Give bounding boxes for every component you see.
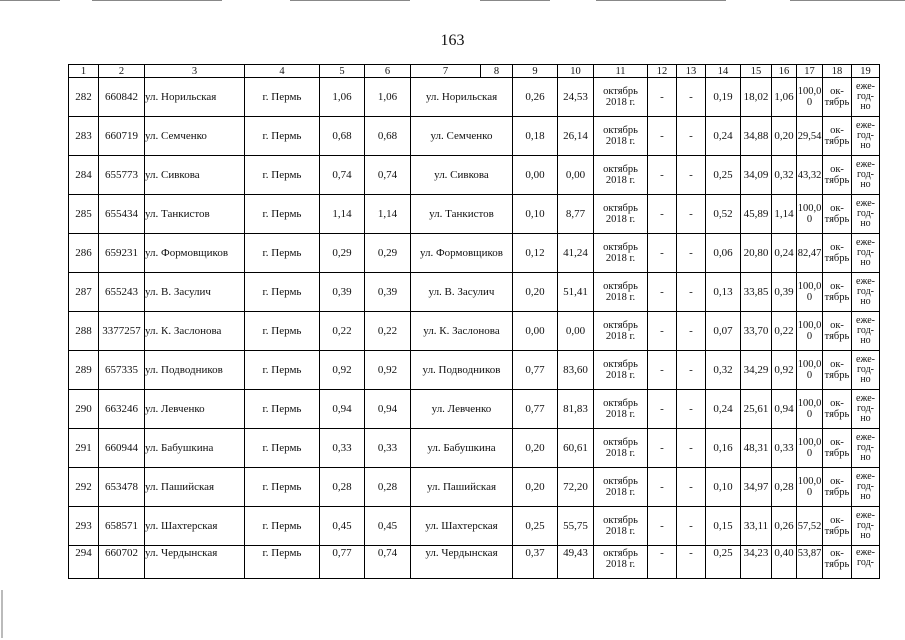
column-number-12: 12 bbox=[648, 65, 677, 78]
row-number: 284 bbox=[69, 156, 99, 195]
street-name: ул. В. Засулич bbox=[145, 273, 245, 312]
object-id: 663246 bbox=[99, 390, 145, 429]
street-name: ул. Шахтерская bbox=[145, 507, 245, 546]
row-number: 290 bbox=[69, 390, 99, 429]
city: г. Пермь bbox=[245, 234, 320, 273]
table-row bbox=[69, 390, 880, 429]
value-col9: 0,77 bbox=[513, 390, 558, 429]
value-col15: 33,85 bbox=[741, 273, 772, 312]
value-col6: 0,74 bbox=[365, 546, 411, 579]
frequency-col19: еже-год-но bbox=[852, 351, 880, 390]
street-section: ул. Танкистов bbox=[411, 195, 513, 234]
value-col14: 0,24 bbox=[706, 117, 741, 156]
value-col10: 55,75 bbox=[558, 507, 594, 546]
object-id: 657335 bbox=[99, 351, 145, 390]
row-number: 291 bbox=[69, 429, 99, 468]
object-id: 653478 bbox=[99, 468, 145, 507]
value-col14: 0,24 bbox=[706, 390, 741, 429]
value-col6: 1,06 bbox=[365, 78, 411, 117]
column-number-18: 18 bbox=[823, 65, 852, 78]
scan-edge-mark bbox=[1, 590, 3, 638]
table-row bbox=[69, 351, 880, 390]
city: г. Пермь bbox=[245, 507, 320, 546]
object-id: 658571 bbox=[99, 507, 145, 546]
value-col17: 29,54 bbox=[797, 117, 823, 156]
period: октябрь 2018 г. bbox=[594, 429, 648, 468]
month-col18: ок-тябрь bbox=[823, 156, 852, 195]
value-col16: 0,92 bbox=[772, 351, 797, 390]
value-col9: 0,37 bbox=[513, 546, 558, 579]
value-col14: 0,16 bbox=[706, 429, 741, 468]
value-col17: 53,87 bbox=[797, 546, 823, 579]
value-col14: 0,15 bbox=[706, 507, 741, 546]
value-col10: 83,60 bbox=[558, 351, 594, 390]
value-col6: 0,33 bbox=[365, 429, 411, 468]
row-number: 287 bbox=[69, 273, 99, 312]
value-col10: 0,00 bbox=[558, 156, 594, 195]
column-number-15: 15 bbox=[741, 65, 772, 78]
value-col5: 0,22 bbox=[320, 312, 365, 351]
value-col15: 18,02 bbox=[741, 78, 772, 117]
value-col9: 0,26 bbox=[513, 78, 558, 117]
row-number: 286 bbox=[69, 234, 99, 273]
column-number-2: 2 bbox=[99, 65, 145, 78]
value-col5: 0,77 bbox=[320, 546, 365, 579]
period: октябрь 2018 г. bbox=[594, 468, 648, 507]
city: г. Пермь bbox=[245, 546, 320, 579]
value-col9: 0,77 bbox=[513, 351, 558, 390]
month-col18: ок-тябрь bbox=[823, 273, 852, 312]
period: октябрь 2018 г. bbox=[594, 390, 648, 429]
table-row bbox=[69, 156, 880, 195]
value-col17: 100,0 0 bbox=[797, 273, 823, 312]
month-col18: ок-тябрь bbox=[823, 351, 852, 390]
value-col9: 0,10 bbox=[513, 195, 558, 234]
value-col14: 0,25 bbox=[706, 546, 741, 579]
column-number-14: 14 bbox=[706, 65, 741, 78]
frequency-col19: еже-год-но bbox=[852, 273, 880, 312]
column-number-row bbox=[69, 65, 880, 78]
value-col12: - bbox=[648, 546, 677, 579]
value-col16: 1,14 bbox=[772, 195, 797, 234]
street-name: ул. Подводников bbox=[145, 351, 245, 390]
city: г. Пермь bbox=[245, 117, 320, 156]
value-col10: 72,20 bbox=[558, 468, 594, 507]
table-row bbox=[69, 117, 880, 156]
value-col6: 0,68 bbox=[365, 117, 411, 156]
value-col9: 0,00 bbox=[513, 312, 558, 351]
street-section: ул. Норильская bbox=[411, 78, 513, 117]
object-id: 660944 bbox=[99, 429, 145, 468]
table-body bbox=[69, 65, 880, 579]
table-row bbox=[69, 312, 880, 351]
value-col12: - bbox=[648, 234, 677, 273]
value-col6: 0,22 bbox=[365, 312, 411, 351]
value-col5: 1,14 bbox=[320, 195, 365, 234]
period: октябрь 2018 г. bbox=[594, 195, 648, 234]
value-col16: 1,06 bbox=[772, 78, 797, 117]
frequency-col19: еже-год-но bbox=[852, 195, 880, 234]
value-col9: 0,20 bbox=[513, 273, 558, 312]
street-name: ул. Формовщиков bbox=[145, 234, 245, 273]
city: г. Пермь bbox=[245, 390, 320, 429]
city: г. Пермь bbox=[245, 429, 320, 468]
value-col10: 81,83 bbox=[558, 390, 594, 429]
value-col13: - bbox=[677, 429, 706, 468]
value-col9: 0,12 bbox=[513, 234, 558, 273]
frequency-col19: еже-год-но bbox=[852, 78, 880, 117]
value-col14: 0,19 bbox=[706, 78, 741, 117]
value-col5: 0,92 bbox=[320, 351, 365, 390]
value-col10: 60,61 bbox=[558, 429, 594, 468]
street-section: ул. Подводников bbox=[411, 351, 513, 390]
value-col6: 0,29 bbox=[365, 234, 411, 273]
value-col14: 0,32 bbox=[706, 351, 741, 390]
table-row bbox=[69, 546, 880, 579]
column-number-9: 9 bbox=[513, 65, 558, 78]
month-col18: ок-тябрь bbox=[823, 429, 852, 468]
street-name: ул. Левченко bbox=[145, 390, 245, 429]
column-number-8: 8 bbox=[481, 65, 513, 78]
street-section: ул. Формовщиков bbox=[411, 234, 513, 273]
table-row bbox=[69, 468, 880, 507]
row-number: 294 bbox=[69, 546, 99, 579]
value-col12: - bbox=[648, 390, 677, 429]
column-number-5: 5 bbox=[320, 65, 365, 78]
value-col15: 34,29 bbox=[741, 351, 772, 390]
object-id: 3377257 bbox=[99, 312, 145, 351]
value-col17: 82,47 bbox=[797, 234, 823, 273]
table-row bbox=[69, 429, 880, 468]
value-col14: 0,52 bbox=[706, 195, 741, 234]
period: октябрь 2018 г. bbox=[594, 156, 648, 195]
value-col9: 0,20 bbox=[513, 468, 558, 507]
street-section: ул. В. Засулич bbox=[411, 273, 513, 312]
city: г. Пермь bbox=[245, 195, 320, 234]
value-col13: - bbox=[677, 273, 706, 312]
value-col12: - bbox=[648, 78, 677, 117]
value-col13: - bbox=[677, 390, 706, 429]
value-col14: 0,07 bbox=[706, 312, 741, 351]
value-col17: 100,0 0 bbox=[797, 429, 823, 468]
value-col6: 0,92 bbox=[365, 351, 411, 390]
value-col6: 0,94 bbox=[365, 390, 411, 429]
column-number-10: 10 bbox=[558, 65, 594, 78]
value-col17: 100,0 0 bbox=[797, 195, 823, 234]
column-number-4: 4 bbox=[245, 65, 320, 78]
value-col17: 100,0 0 bbox=[797, 312, 823, 351]
value-col17: 100,0 0 bbox=[797, 351, 823, 390]
value-col16: 0,24 bbox=[772, 234, 797, 273]
column-number-7: 7 bbox=[411, 65, 481, 78]
value-col13: - bbox=[677, 351, 706, 390]
value-col12: - bbox=[648, 429, 677, 468]
street-name: ул. Норильская bbox=[145, 78, 245, 117]
row-number: 283 bbox=[69, 117, 99, 156]
value-col5: 0,94 bbox=[320, 390, 365, 429]
value-col15: 33,70 bbox=[741, 312, 772, 351]
month-col18: ок-тябрь bbox=[823, 78, 852, 117]
object-id: 655773 bbox=[99, 156, 145, 195]
value-col5: 0,45 bbox=[320, 507, 365, 546]
row-number: 285 bbox=[69, 195, 99, 234]
period: октябрь 2018 г. bbox=[594, 78, 648, 117]
street-data-table bbox=[68, 64, 880, 579]
value-col5: 0,28 bbox=[320, 468, 365, 507]
value-col12: - bbox=[648, 195, 677, 234]
frequency-col19: еже-год- bbox=[852, 546, 880, 579]
row-number: 282 bbox=[69, 78, 99, 117]
street-name: ул. Танкистов bbox=[145, 195, 245, 234]
value-col16: 0,40 bbox=[772, 546, 797, 579]
value-col9: 0,18 bbox=[513, 117, 558, 156]
value-col12: - bbox=[648, 312, 677, 351]
frequency-col19: еже-год-но bbox=[852, 117, 880, 156]
period: октябрь 2018 г. bbox=[594, 312, 648, 351]
value-col15: 25,61 bbox=[741, 390, 772, 429]
value-col9: 0,20 bbox=[513, 429, 558, 468]
month-col18: ок-тябрь bbox=[823, 468, 852, 507]
city: г. Пермь bbox=[245, 156, 320, 195]
value-col13: - bbox=[677, 156, 706, 195]
city: г. Пермь bbox=[245, 273, 320, 312]
object-id: 660842 bbox=[99, 78, 145, 117]
table-row bbox=[69, 234, 880, 273]
street-name: ул. Бабушкина bbox=[145, 429, 245, 468]
value-col14: 0,13 bbox=[706, 273, 741, 312]
row-number: 289 bbox=[69, 351, 99, 390]
value-col6: 0,28 bbox=[365, 468, 411, 507]
value-col14: 0,06 bbox=[706, 234, 741, 273]
column-number-1: 1 bbox=[69, 65, 99, 78]
month-col18: ок-тябрь bbox=[823, 234, 852, 273]
month-col18: ок-тябрь bbox=[823, 312, 852, 351]
value-col17: 100,0 0 bbox=[797, 468, 823, 507]
street-section: ул. Шахтерская bbox=[411, 507, 513, 546]
value-col10: 41,24 bbox=[558, 234, 594, 273]
column-number-3: 3 bbox=[145, 65, 245, 78]
value-col16: 0,94 bbox=[772, 390, 797, 429]
value-col10: 24,53 bbox=[558, 78, 594, 117]
top-edge-lines bbox=[0, 0, 905, 2]
value-col5: 0,39 bbox=[320, 273, 365, 312]
row-number: 292 bbox=[69, 468, 99, 507]
column-number-19: 19 bbox=[852, 65, 880, 78]
value-col5: 0,29 bbox=[320, 234, 365, 273]
value-col16: 0,32 bbox=[772, 156, 797, 195]
period: октябрь 2018 г. bbox=[594, 234, 648, 273]
value-col15: 34,09 bbox=[741, 156, 772, 195]
value-col13: - bbox=[677, 507, 706, 546]
value-col17: 43,32 bbox=[797, 156, 823, 195]
table-row bbox=[69, 507, 880, 546]
value-col14: 0,25 bbox=[706, 156, 741, 195]
value-col16: 0,26 bbox=[772, 507, 797, 546]
street-section: ул. Семченко bbox=[411, 117, 513, 156]
value-col16: 0,33 bbox=[772, 429, 797, 468]
object-id: 659231 bbox=[99, 234, 145, 273]
frequency-col19: еже-год-но bbox=[852, 312, 880, 351]
value-col6: 0,39 bbox=[365, 273, 411, 312]
street-section: ул. Левченко bbox=[411, 390, 513, 429]
period: октябрь 2018 г. bbox=[594, 507, 648, 546]
value-col5: 0,68 bbox=[320, 117, 365, 156]
value-col6: 1,14 bbox=[365, 195, 411, 234]
city: г. Пермь bbox=[245, 78, 320, 117]
value-col13: - bbox=[677, 117, 706, 156]
month-col18: ок-тябрь bbox=[823, 390, 852, 429]
column-number-17: 17 bbox=[797, 65, 823, 78]
value-col12: - bbox=[648, 351, 677, 390]
value-col15: 34,23 bbox=[741, 546, 772, 579]
value-col15: 20,80 bbox=[741, 234, 772, 273]
column-number-13: 13 bbox=[677, 65, 706, 78]
period: октябрь 2018 г. bbox=[594, 546, 648, 579]
value-col13: - bbox=[677, 195, 706, 234]
city: г. Пермь bbox=[245, 468, 320, 507]
value-col15: 45,89 bbox=[741, 195, 772, 234]
value-col17: 100,0 0 bbox=[797, 390, 823, 429]
value-col13: - bbox=[677, 468, 706, 507]
value-col5: 0,74 bbox=[320, 156, 365, 195]
value-col6: 0,74 bbox=[365, 156, 411, 195]
city: г. Пермь bbox=[245, 351, 320, 390]
value-col13: - bbox=[677, 78, 706, 117]
value-col12: - bbox=[648, 156, 677, 195]
value-col12: - bbox=[648, 507, 677, 546]
value-col10: 49,43 bbox=[558, 546, 594, 579]
row-number: 288 bbox=[69, 312, 99, 351]
street-name: ул. Чердынская bbox=[145, 546, 245, 579]
month-col18: ок-тябрь bbox=[823, 117, 852, 156]
value-col10: 26,14 bbox=[558, 117, 594, 156]
value-col17: 100,0 0 bbox=[797, 78, 823, 117]
city: г. Пермь bbox=[245, 312, 320, 351]
value-col13: - bbox=[677, 312, 706, 351]
column-number-6: 6 bbox=[365, 65, 411, 78]
value-col10: 51,41 bbox=[558, 273, 594, 312]
frequency-col19: еже-год-но bbox=[852, 429, 880, 468]
value-col14: 0,10 bbox=[706, 468, 741, 507]
object-id: 655243 bbox=[99, 273, 145, 312]
street-name: ул. Сивкова bbox=[145, 156, 245, 195]
street-section: ул. Чердынская bbox=[411, 546, 513, 579]
column-number-11: 11 bbox=[594, 65, 648, 78]
value-col15: 33,11 bbox=[741, 507, 772, 546]
value-col9: 0,25 bbox=[513, 507, 558, 546]
value-col12: - bbox=[648, 117, 677, 156]
period: октябрь 2018 г. bbox=[594, 273, 648, 312]
period: октябрь 2018 г. bbox=[594, 117, 648, 156]
frequency-col19: еже-год-но bbox=[852, 468, 880, 507]
value-col5: 1,06 bbox=[320, 78, 365, 117]
value-col5: 0,33 bbox=[320, 429, 365, 468]
object-id: 655434 bbox=[99, 195, 145, 234]
frequency-col19: еже-год-но bbox=[852, 390, 880, 429]
value-col15: 34,97 bbox=[741, 468, 772, 507]
table-row bbox=[69, 195, 880, 234]
value-col17: 57,52 bbox=[797, 507, 823, 546]
value-col13: - bbox=[677, 234, 706, 273]
month-col18: ок-тябрь bbox=[823, 195, 852, 234]
street-section: ул. Бабушкина bbox=[411, 429, 513, 468]
value-col13: - bbox=[677, 546, 706, 579]
table-row bbox=[69, 78, 880, 117]
table-row bbox=[69, 273, 880, 312]
frequency-col19: еже-год-но bbox=[852, 156, 880, 195]
month-col18: ок-тябрь bbox=[823, 546, 852, 579]
value-col9: 0,00 bbox=[513, 156, 558, 195]
row-number: 293 bbox=[69, 507, 99, 546]
street-section: ул. Пашийская bbox=[411, 468, 513, 507]
object-id: 660702 bbox=[99, 546, 145, 579]
street-name: ул. К. Заслонова bbox=[145, 312, 245, 351]
street-section: ул. К. Заслонова bbox=[411, 312, 513, 351]
page-number: 163 bbox=[440, 32, 465, 49]
street-section: ул. Сивкова bbox=[411, 156, 513, 195]
value-col15: 34,88 bbox=[741, 117, 772, 156]
street-name: ул. Пашийская bbox=[145, 468, 245, 507]
value-col12: - bbox=[648, 468, 677, 507]
frequency-col19: еже-год-но bbox=[852, 507, 880, 546]
value-col15: 48,31 bbox=[741, 429, 772, 468]
column-number-16: 16 bbox=[772, 65, 797, 78]
value-col16: 0,39 bbox=[772, 273, 797, 312]
frequency-col19: еже-год-но bbox=[852, 234, 880, 273]
period: октябрь 2018 г. bbox=[594, 351, 648, 390]
value-col16: 0,22 bbox=[772, 312, 797, 351]
value-col16: 0,20 bbox=[772, 117, 797, 156]
object-id: 660719 bbox=[99, 117, 145, 156]
month-col18: ок-тябрь bbox=[823, 507, 852, 546]
value-col16: 0,28 bbox=[772, 468, 797, 507]
value-col12: - bbox=[648, 273, 677, 312]
value-col6: 0,45 bbox=[365, 507, 411, 546]
street-name: ул. Семченко bbox=[145, 117, 245, 156]
value-col10: 0,00 bbox=[558, 312, 594, 351]
value-col10: 8,77 bbox=[558, 195, 594, 234]
